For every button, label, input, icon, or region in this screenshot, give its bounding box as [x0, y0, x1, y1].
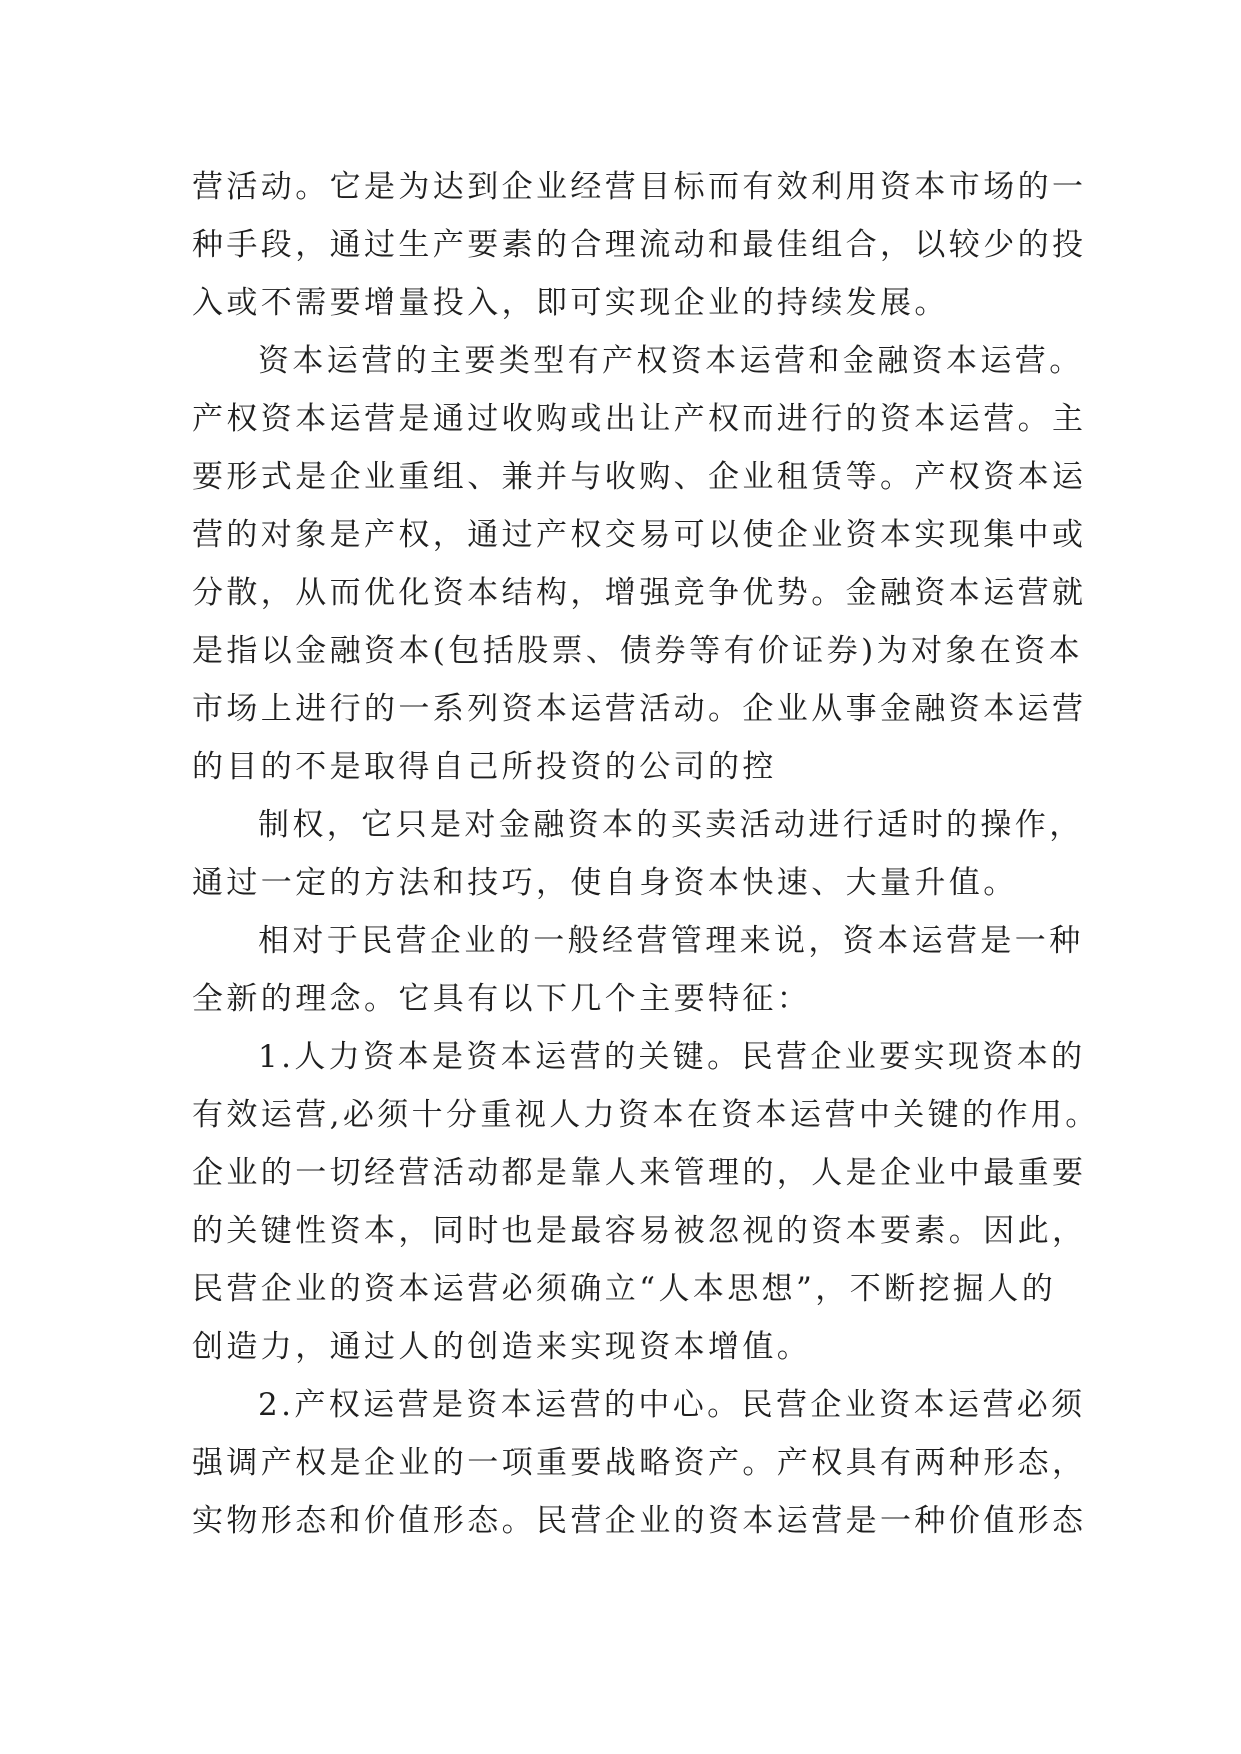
text-line: 产权资本运营是通过收购或出让产权而进行的资本运营。主	[192, 401, 1087, 437]
text-line: 种手段，通过生产要素的合理流动和最佳组合，以较少的投	[192, 227, 1087, 263]
text-line: 实物形态和价值形态。民营企业的资本运营是一种价值形态	[192, 1503, 1087, 1539]
text-line: 的关键性资本，同时也是最容易被忽视的资本要素。因此，	[192, 1213, 1087, 1249]
text-line: 营的对象是产权，通过产权交易可以使企业资本实现集中或	[192, 517, 1087, 553]
paragraph-first-line: 相对于民营企业的一般经营管理来说，资本运营是一种	[258, 923, 1084, 959]
text-line: 有效运营,必须十分重视人力资本在资本运营中关键的作用。	[192, 1097, 1100, 1133]
text-line: 的目的不是取得自己所投资的公司的控	[192, 749, 777, 785]
text-line: 市场上进行的一系列资本运营活动。企业从事金融资本运营	[192, 691, 1087, 727]
paragraph-first-line: 制权，它只是对金融资本的买卖活动进行适时的操作，	[258, 807, 1084, 843]
text-line: 是指以金融资本(包括股票、债券等有价证券)为对象在资本	[192, 633, 1083, 669]
text-line: 强调产权是企业的一项重要战略资产。产权具有两种形态，	[192, 1445, 1087, 1481]
paragraph-first-line: 资本运营的主要类型有产权资本运营和金融资本运营。	[258, 343, 1084, 379]
text-line: 民营企业的资本运营必须确立“人本思想”，不断挖掘人的	[192, 1271, 1057, 1307]
text-line: 全新的理念。它具有以下几个主要特征：	[192, 981, 812, 1017]
text-line: 通过一定的方法和技巧，使自身资本快速、大量升值。	[192, 865, 1018, 901]
text-line: 入或不需要增量投入，即可实现企业的持续发展。	[192, 285, 949, 321]
paragraph-first-line: 2.产权运营是资本运营的中心。民营企业资本运营必须	[258, 1387, 1086, 1423]
text-line: 营活动。它是为达到企业经营目标而有效利用资本市场的一	[192, 169, 1087, 205]
body-text	[192, 158, 1100, 1550]
text-line: 要形式是企业重组、兼并与收购、企业租赁等。产权资本运	[192, 459, 1087, 495]
paragraph-first-line: 1.人力资本是资本运营的关键。民营企业要实现资本的	[258, 1039, 1086, 1075]
text-line: 分散，从而优化资本结构，增强竞争优势。金融资本运营就	[192, 575, 1087, 611]
text-line: 企业的一切经营活动都是靠人来管理的，人是企业中最重要	[192, 1155, 1087, 1191]
text-line: 创造力，通过人的创造来实现资本增值。	[192, 1329, 812, 1365]
